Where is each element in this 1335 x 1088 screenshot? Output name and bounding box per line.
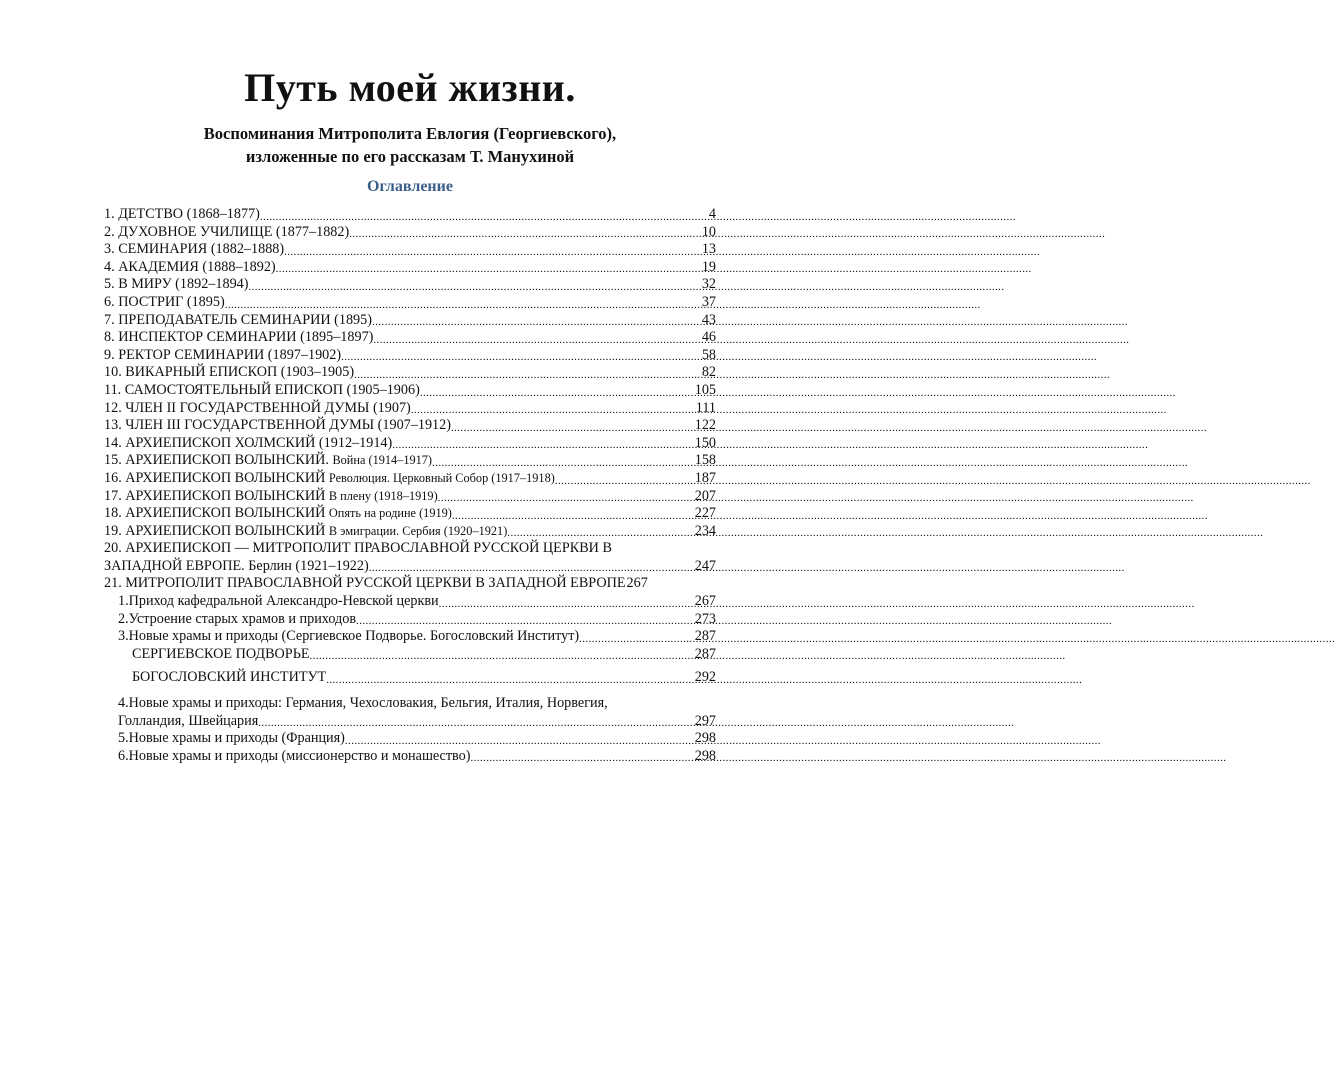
toc-entry-text: 14. АРХИЕПИСКОП ХОЛМСКИЙ (1912–1914) <box>104 434 393 451</box>
toc-entry-text: 5.Новые храмы и приходы (Франция) <box>118 730 345 747</box>
toc-entry-text: 8. ИНСПЕКТОР СЕМИНАРИИ (1895–1897) <box>104 329 374 346</box>
toc-entry-line-2 <box>118 713 716 731</box>
toc-entry-text: СЕРГИЕВСКОЕ ПОДВОРЬЕ <box>132 645 310 662</box>
toc-entry-14[interactable] <box>104 435 716 453</box>
toc-entry-2[interactable] <box>104 224 716 242</box>
toc-page-number: 158 <box>694 452 716 469</box>
toc-entry-17[interactable] <box>104 488 716 506</box>
toc-entry-6[interactable] <box>104 294 716 312</box>
dot-leader <box>284 245 701 259</box>
table-of-contents <box>104 206 716 765</box>
toc-page-number: 46 <box>701 329 716 346</box>
toc-entry-text: 12. ЧЛЕН II ГОСУДАРСТВЕННОЙ ДУМЫ (1907) <box>104 399 411 416</box>
toc-subentry-institute[interactable] <box>104 669 716 687</box>
toc-page-number: 187 <box>694 469 716 486</box>
dot-leader <box>507 526 693 540</box>
toc-page-number: 13 <box>701 241 716 258</box>
dot-leader <box>438 491 694 505</box>
toc-entry-main: 16. АРХИЕПИСКОП ВОЛЫНСКИЙ <box>104 469 329 486</box>
toc-heading: Оглавление <box>367 178 453 195</box>
toc-entry-3[interactable] <box>104 241 716 259</box>
toc-page-number: 297 <box>694 712 716 729</box>
dot-leader <box>369 561 694 575</box>
dot-leader <box>310 649 694 663</box>
toc-page-number: 58 <box>701 346 716 363</box>
toc-page-number: 287 <box>694 628 716 645</box>
document-page <box>0 64 768 1088</box>
toc-page-number: 298 <box>694 730 716 747</box>
toc-entry-8[interactable] <box>104 329 716 347</box>
document-subtitle <box>104 122 716 168</box>
dot-leader <box>432 456 694 470</box>
toc-entry-19[interactable] <box>104 523 716 541</box>
toc-entry-7[interactable] <box>104 312 716 330</box>
toc-page-number: 10 <box>701 223 716 240</box>
toc-page-number: 82 <box>701 364 716 381</box>
toc-page-number: 292 <box>694 669 716 686</box>
toc-entry-line-2 <box>104 558 716 576</box>
toc-page-number: 234 <box>694 522 716 539</box>
dot-leader <box>411 403 695 417</box>
toc-page-number: 267 <box>626 575 648 592</box>
toc-page-number: 19 <box>701 258 716 275</box>
toc-entry-text: БОГОСЛОВСКИЙ ИНСТИТУТ <box>132 669 327 686</box>
dot-leader <box>248 280 700 294</box>
dot-leader <box>258 716 693 730</box>
toc-entry-text: 10. ВИКАРНЫЙ ЕПИСКОП (1903–1905) <box>104 364 355 381</box>
toc-page-number: 43 <box>701 311 716 328</box>
toc-entry-text <box>104 505 452 523</box>
toc-entry-text <box>104 452 432 470</box>
dot-leader <box>345 734 694 748</box>
subtitle-line-2: изложенные по его рассказам Т. Манухиной <box>245 147 575 166</box>
toc-entry-10[interactable] <box>104 364 716 382</box>
toc-page-number: 37 <box>701 293 716 310</box>
toc-entry-text-line-2: Голландия, Швейцария <box>118 712 259 729</box>
toc-entry-subtitle: Война (1914–1917) <box>332 453 433 468</box>
toc-entry-20[interactable] <box>104 540 716 575</box>
toc-entry-subtitle: В плену (1918–1919) <box>328 488 438 503</box>
toc-subentry-sergievskoe[interactable] <box>104 646 716 664</box>
toc-entry-text: 7. ПРЕПОДАВАТЕЛЬ СЕМИНАРИИ (1895) <box>104 311 372 328</box>
toc-entry-18[interactable] <box>104 505 716 523</box>
toc-entry-subtitle: В эмиграции. Сербия (1920–1921) <box>328 523 508 538</box>
toc-entry-text: 3.Новые храмы и приходы (Сергиевское Подворье. Богословский Институт) <box>118 628 580 645</box>
toc-entry-main: 15. АРХИЕПИСКОП ВОЛЫНСКИЙ. <box>104 452 333 469</box>
toc-entry-text: 1.Приход кафедральной Александро-Невской церкви <box>118 593 439 610</box>
toc-entry-15[interactable] <box>104 452 716 470</box>
toc-entry-main: 18. АРХИЕПИСКОП ВОЛЫНСКИЙ <box>104 505 329 522</box>
toc-entry-text: 9. РЕКТОР СЕМИНАРИИ (1897–1902) <box>104 346 342 363</box>
toc-entry-subtitle: Опять на родине (1919) <box>328 506 452 521</box>
dot-leader <box>356 614 694 628</box>
toc-page-number: 227 <box>694 505 716 522</box>
toc-entry-text: 1. ДЕТСТВО (1868–1877) <box>104 206 260 222</box>
toc-entry-subtitle: Революция. Церковный Собор (1917–1918) <box>328 470 555 485</box>
toc-entry-text: 6. ПОСТРИГ (1895) <box>104 293 225 310</box>
dot-leader <box>349 227 701 241</box>
toc-page-number: 287 <box>694 645 716 662</box>
toc-entry-text: 3. СЕМИНАРИЯ (1882–1888) <box>104 241 285 258</box>
toc-page-number: 273 <box>694 610 716 627</box>
toc-entry-text: 11. САМОСТОЯТЕЛЬНЫЙ ЕПИСКОП (1905–1906) <box>104 381 420 398</box>
toc-entry-text-line-2: ЗАПАДНОЙ ЕВРОПЕ. Берлин (1921–1922) <box>104 557 369 574</box>
dot-leader <box>341 350 701 364</box>
dot-leader <box>420 386 694 400</box>
toc-page-number: 122 <box>694 417 716 434</box>
toc-subentry-4[interactable] <box>104 695 716 730</box>
toc-page-number: 32 <box>701 276 716 293</box>
toc-entry-21[interactable] <box>104 575 716 593</box>
document-title: Путь моей жизни. <box>244 65 576 110</box>
toc-page-number: 105 <box>694 381 716 398</box>
dot-leader <box>439 597 694 611</box>
toc-entry-text <box>104 470 555 488</box>
dot-leader <box>326 673 694 687</box>
toc-page-number: 298 <box>694 747 716 764</box>
toc-subentry-5[interactable] <box>104 730 716 748</box>
toc-entry-5[interactable] <box>104 276 716 294</box>
subtitle-line-1: Воспоминания Митрополита Евлогия (Георгиевского), <box>203 124 617 143</box>
toc-entry-text <box>104 488 438 506</box>
toc-entry-text: 6.Новые храмы и приходы (миссионерство и монашество) <box>118 747 471 764</box>
dot-leader <box>392 438 693 452</box>
toc-page-number: 111 <box>695 399 716 416</box>
toc-entry-4[interactable] <box>104 259 716 277</box>
toc-entry-main: 19. АРХИЕПИСКОП ВОЛЫНСКИЙ <box>104 522 329 539</box>
toc-page-number: 4 <box>708 206 716 222</box>
toc-entry-1[interactable] <box>104 206 716 224</box>
toc-entry-text-line-1: 4.Новые храмы и приходы: Германия, Чехословакия, Бельгия, Италия, Норвегия, <box>118 695 608 712</box>
dot-leader <box>470 751 693 765</box>
toc-entry-text <box>104 523 507 541</box>
toc-entry-text: 5. В МИРУ (1892–1894) <box>104 276 249 293</box>
toc-entry-12[interactable] <box>104 400 716 418</box>
toc-entry-text: 2.Устроение старых храмов и приходов <box>118 610 357 627</box>
toc-entry-11[interactable] <box>104 382 716 400</box>
dot-leader <box>276 262 701 276</box>
toc-entry-text-line-1: 20. АРХИЕПИСКОП — МИТРОПОЛИТ ПРАВОСЛАВНОЙ РУССКОЙ ЦЕРКВИ В <box>104 540 612 557</box>
toc-subentry-3[interactable] <box>104 628 716 646</box>
toc-entry-9[interactable] <box>104 347 716 365</box>
toc-subentry-2[interactable] <box>104 611 716 629</box>
toc-page-number: 150 <box>694 434 716 451</box>
dot-leader <box>451 421 694 435</box>
dot-leader <box>579 632 694 646</box>
toc-entry-text: 21. МИТРОПОЛИТ ПРАВОСЛАВНОЙ РУССКОЙ ЦЕРКВИ В ЗАПАДНОЙ ЕВРОПЕ <box>104 575 626 592</box>
toc-page-number: 267 <box>694 593 716 610</box>
dot-leader <box>354 368 701 382</box>
toc-page-number: 207 <box>694 487 716 504</box>
toc-subentry-6[interactable] <box>104 748 716 766</box>
toc-entry-text: 2. ДУХОВНОЕ УЧИЛИЩЕ (1877–1882) <box>104 223 350 240</box>
dot-leader <box>555 474 694 488</box>
dot-leader <box>372 315 701 329</box>
toc-entry-13[interactable] <box>104 417 716 435</box>
dot-leader <box>373 333 700 347</box>
toc-entry-16[interactable] <box>104 470 716 488</box>
toc-subentry-1[interactable] <box>104 593 716 611</box>
dot-leader <box>452 509 694 523</box>
toc-entry-text: 4. АКАДЕМИЯ (1888–1892) <box>104 258 276 275</box>
toc-page-number: 247 <box>694 557 716 574</box>
toc-entry-main: 17. АРХИЕПИСКОП ВОЛЫНСКИЙ <box>104 487 329 504</box>
toc-entry-text: 13. ЧЛЕН III ГОСУДАРСТВЕННОЙ ДУМЫ (1907–1912) <box>104 417 451 434</box>
dot-leader <box>260 210 708 224</box>
dot-leader <box>225 298 701 312</box>
